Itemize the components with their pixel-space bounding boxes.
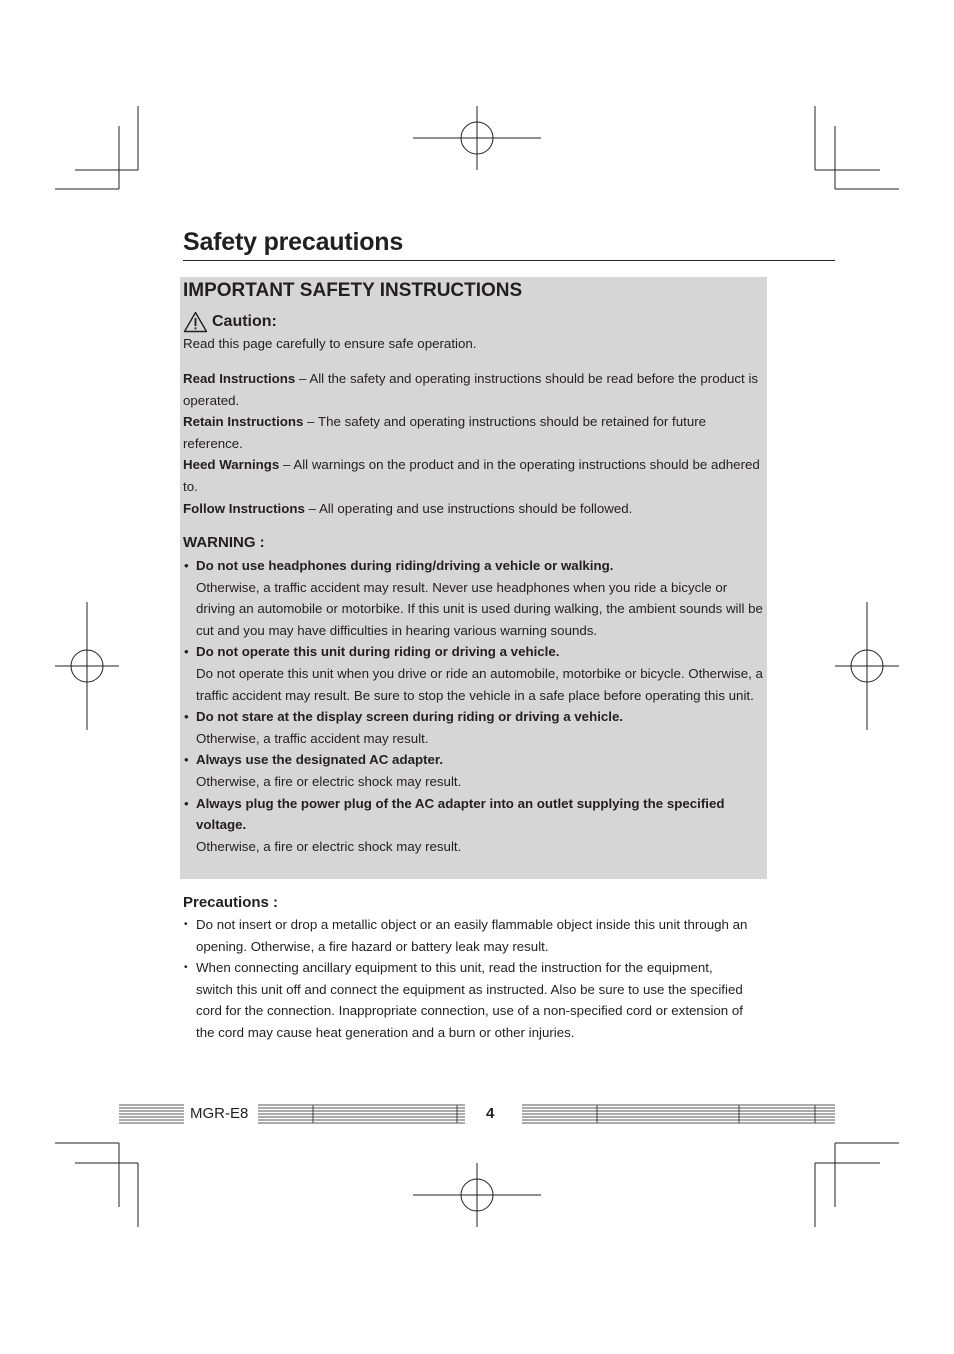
warning-text: Otherwise, a traffic accident may result. Never use headphones when you ride a bicycle or driving an automobile or motorbike. If this unit is used during walking, the ambient sounds will be cut and you may have difficulties in hearing various warning sounds.: [196, 579, 763, 638]
precaution-text: When connecting ancillary equipment to this unit, read the instruction for the equipment, switch this unit off and connect the equipment as instructed. Also be sure to use the specified cord for the connection. Inappropriate connection, use of a non-specified cord or extension of the cord may cause heat generation and a burn or other injuries.: [196, 960, 743, 1040]
warning-text: Otherwise, a traffic accident may result.: [196, 730, 429, 746]
page-title: Safety precautions: [183, 228, 404, 256]
registration-mark-icon: [413, 106, 541, 170]
registration-mark-icon: [835, 602, 899, 730]
warning-list: [183, 555, 767, 857]
caution-label: Caution:: [212, 313, 277, 330]
warning-title: Do not operate this unit during riding or driving a vehicle.: [196, 644, 560, 660]
instruction-text: – The safety and operating instructions should be retained for future reference.: [183, 414, 707, 451]
precautions-list: [183, 914, 748, 1044]
instruction-item: [183, 368, 767, 411]
crop-mark-icon: [55, 106, 138, 189]
bullet: •: [184, 644, 189, 660]
instruction-label: Follow Instructions: [183, 500, 305, 516]
crop-mark-icon: [815, 1143, 899, 1227]
instruction-label: Retain Instructions: [183, 414, 304, 430]
footer-page-number: 4: [486, 1105, 495, 1122]
instruction-item: [183, 498, 767, 520]
precaution-text: Do not insert or drop a metallic object or an easily flammable object inside this unit through an opening. Otherwise, a fire hazard or battery leak may result.: [196, 917, 748, 954]
instruction-item: [183, 454, 767, 497]
instruction-text: – All the safety and operating instructions should be read before the product is operated.: [183, 371, 759, 408]
bullet: •: [184, 795, 189, 811]
bullet: •: [184, 919, 188, 930]
warning-text: Otherwise, a fire or electric shock may result.: [196, 773, 462, 789]
warning-text: Otherwise, a fire or electric shock may result.: [196, 838, 462, 854]
precautions-heading: Precautions :: [183, 894, 279, 911]
crop-mark-icon: [55, 1143, 138, 1227]
precaution-item: [183, 957, 748, 1043]
footer-model-name: MGR-E8: [190, 1105, 249, 1122]
warning-item: [183, 555, 767, 641]
instruction-label: Heed Warnings: [183, 457, 280, 473]
crop-mark-icon: [815, 106, 899, 189]
title-rule: [183, 260, 835, 261]
intro-text: [183, 333, 767, 355]
warning-item: [183, 793, 767, 858]
instruction-list: [183, 368, 767, 519]
instruction-text: – All operating and use instructions should be followed.: [304, 500, 633, 516]
warning-heading: WARNING :: [183, 534, 265, 551]
warning-title: Always plug the power plug of the AC adapter into an outlet supplying the specified voltage.: [196, 795, 725, 833]
warning-item: [183, 706, 767, 749]
bullet: •: [184, 709, 189, 725]
warning-text: Do not operate this unit when you drive or ride an automobile, motorbike or bicycle. Otherwise, a traffic accident may result. Be sure to stop the vehicle in a safe place before operating this unit.: [196, 665, 763, 703]
precaution-item: [183, 914, 748, 957]
section-title: IMPORTANT SAFETY INSTRUCTIONS: [183, 280, 523, 301]
warning-title: Always use the designated AC adapter.: [196, 752, 444, 768]
instruction-item: [183, 411, 767, 454]
warning-triangle-icon: [183, 311, 208, 333]
instruction-text: – All warnings on the product and in the operating instructions should be adhered to.: [183, 457, 760, 494]
bullet: •: [184, 962, 188, 974]
instruction-label: Read Instructions: [183, 371, 296, 386]
warning-title: Do not use headphones during riding/driving a vehicle or walking.: [196, 558, 614, 573]
intro-paragraph: Read this page carefully to ensure safe operation.: [183, 336, 477, 351]
warning-item: [183, 641, 767, 706]
warning-title: Do not stare at the display screen during riding or driving a vehicle.: [196, 709, 624, 725]
bullet: •: [184, 752, 189, 768]
bullet: •: [184, 558, 189, 573]
warning-item: [183, 749, 767, 792]
caution-heading: [183, 311, 277, 333]
registration-mark-icon: [413, 1163, 541, 1227]
registration-mark-icon: [55, 602, 119, 730]
